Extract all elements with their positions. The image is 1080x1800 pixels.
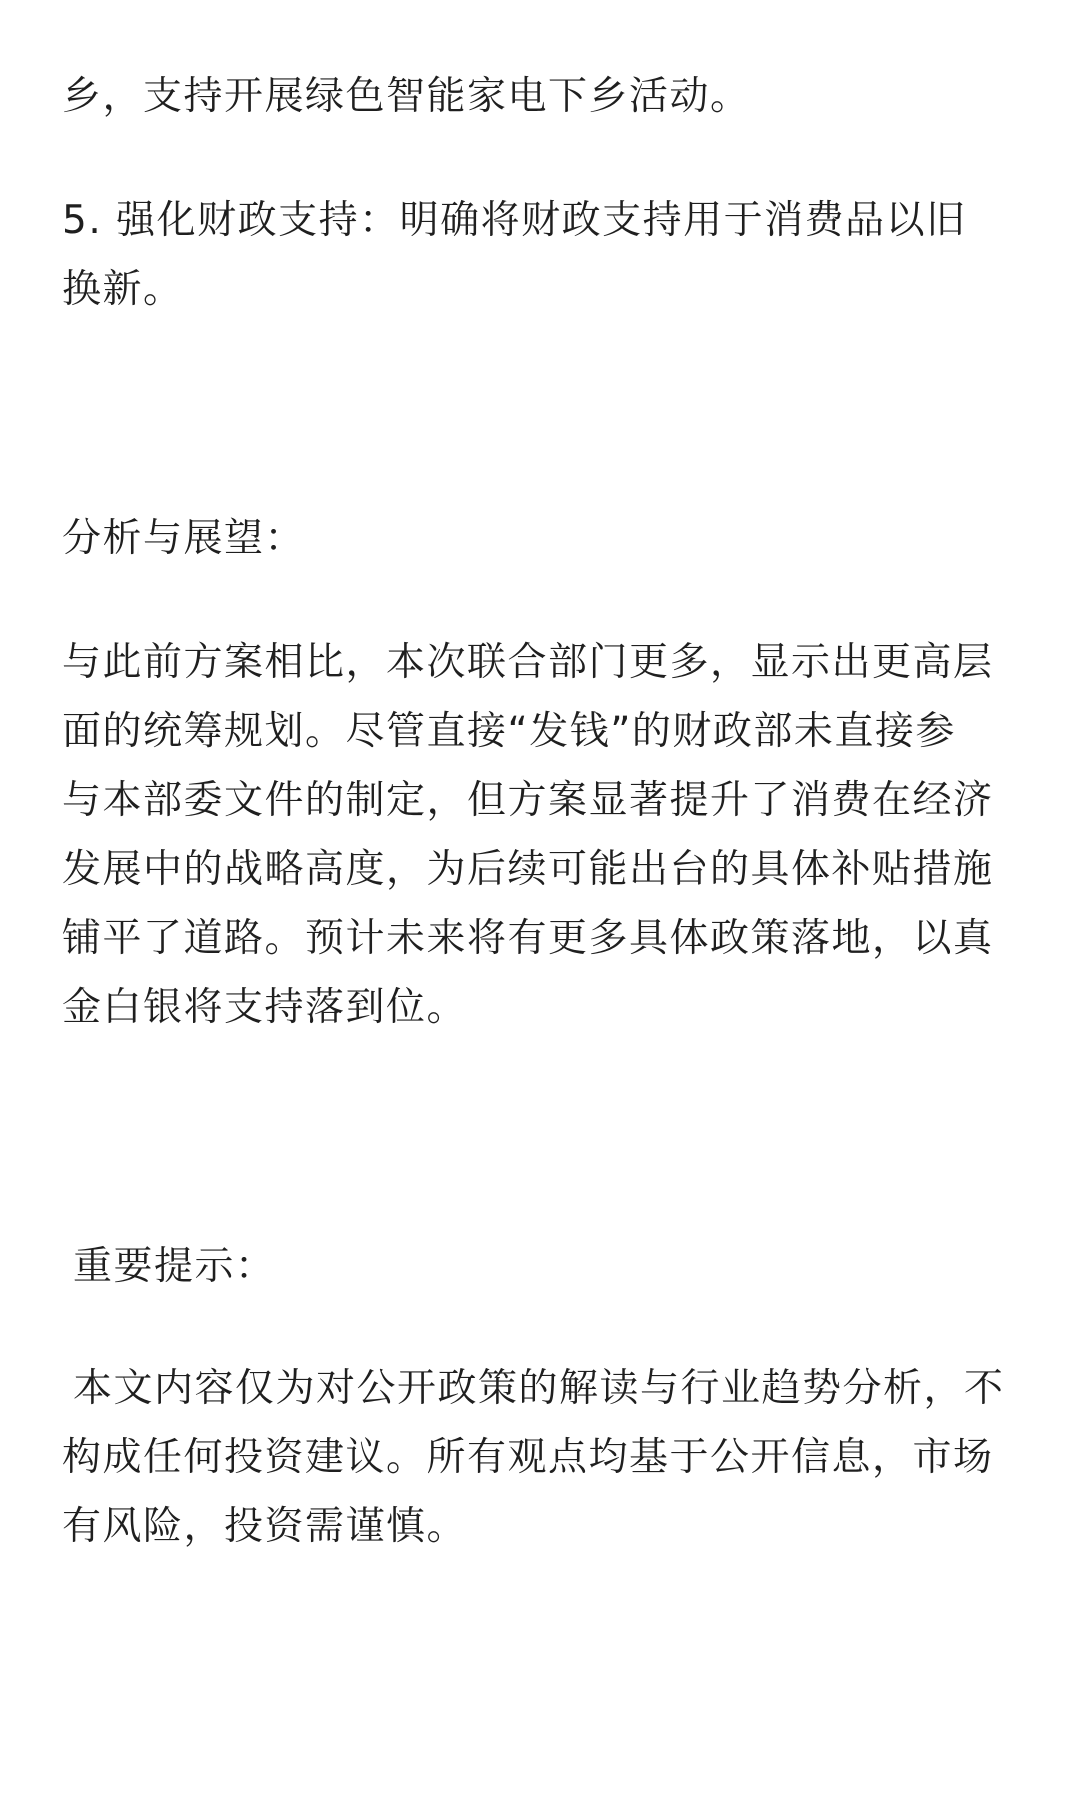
text-line: 面的统筹规划。尽管直接“发钱”的财政部未直接参: [62, 709, 956, 754]
text-line: 本文内容仅为对公开政策的解读与行业趋势分析，不: [73, 1366, 1005, 1411]
section-heading: 重要提示：: [73, 1244, 276, 1289]
text-line: 发展中的战略高度，为后续可能出台的具体补贴措施: [62, 847, 994, 892]
section-heading: 分析与展望：: [62, 516, 306, 561]
analysis-paragraph: [62, 628, 1022, 1042]
paragraph-intro-tail: [62, 62, 1022, 131]
analysis-heading: [62, 504, 1022, 573]
text-line: 乡，支持开展绿色智能家电下乡活动。: [62, 74, 751, 119]
text-line: 5. 强化财政支持：明确将财政支持用于消费品以旧: [62, 198, 967, 243]
notice-heading: [62, 1232, 1022, 1301]
paragraph-point-5: [62, 186, 1022, 324]
text-line: 与本部委文件的制定，但方案显著提升了消费在经济: [62, 778, 994, 823]
text-line: 铺平了道路。预计未来将有更多具体政策落地，以真: [62, 916, 994, 961]
text-line: 构成任何投资建议。所有观点均基于公开信息，市场: [62, 1435, 994, 1480]
text-line: 有风险，投资需谨慎。: [62, 1504, 468, 1549]
text-line: 与此前方案相比，本次联合部门更多，显示出更高层: [62, 640, 994, 685]
text-line: 金白银将支持落到位。: [62, 985, 468, 1030]
text-line: 换新。: [62, 267, 184, 312]
notice-paragraph: [62, 1354, 1022, 1561]
